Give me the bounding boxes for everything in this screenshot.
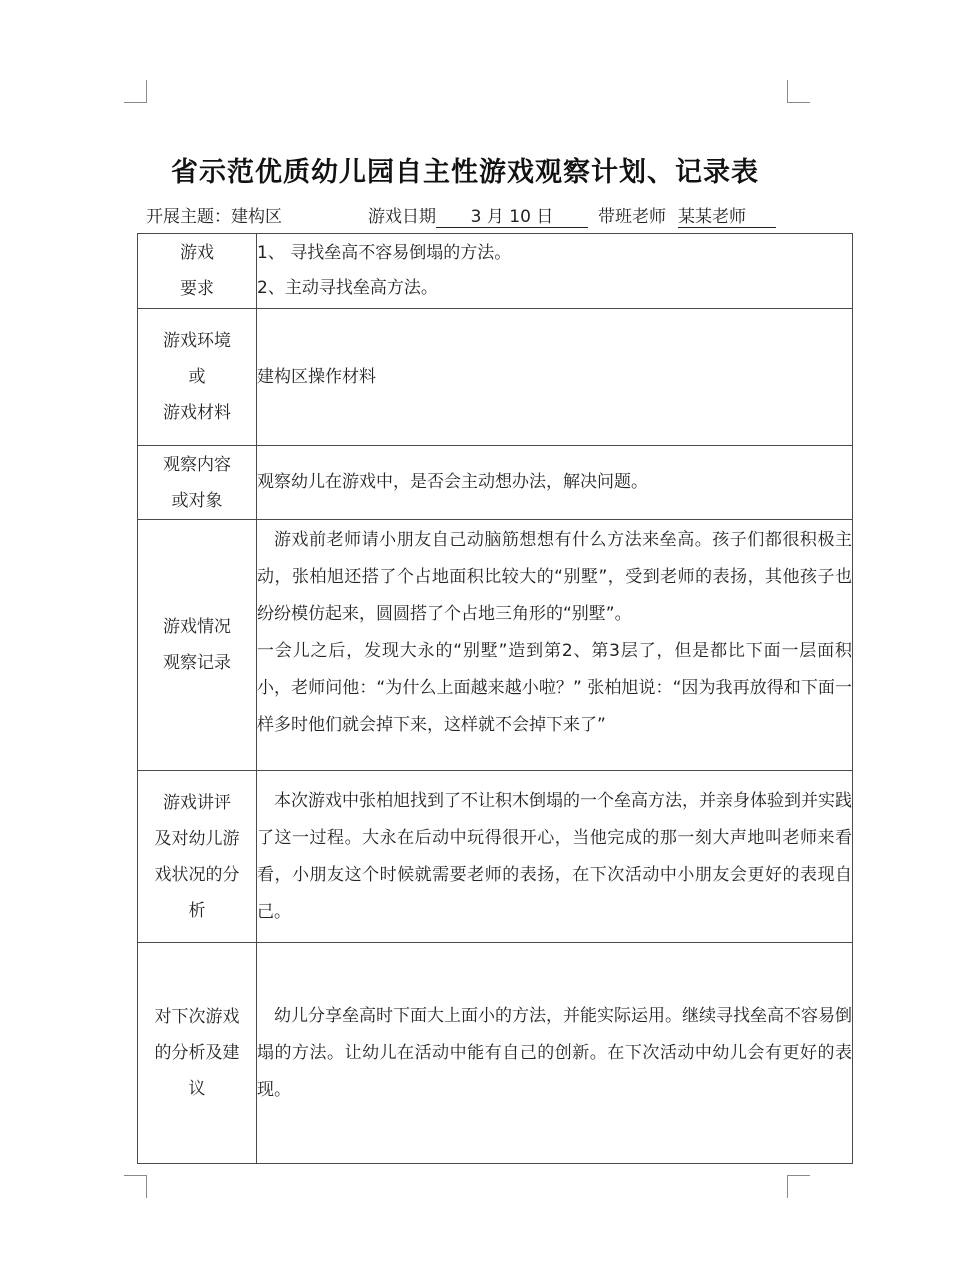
row-suggestion (138, 943, 853, 1164)
theme-field: 开展主题：建构区 (146, 207, 282, 227)
row-environment (138, 309, 853, 446)
observation-paragraph: 游戏前老师请小朋友自己动脑筋想想有什么方法来垒高。孩子们都很积极主动，张柏旭还搭了个占地面积比较大的“别墅”，受到老师的表扬，其他孩子也纷纷模仿起来，圆圆搭了个占地三角形的“别墅”。 (257, 530, 852, 624)
observation-paragraph: 一会儿之后，发现大永的“别墅”造到第2、第3层了，但是都比下面一层面积小，老师问他：“为什么上面越来越小啦？” 张柏旭说：“因为我再放得和下面一样多时他们就会掉下来，这样就不会掉下来了” (257, 641, 852, 735)
date-label: 游戏日期 (368, 207, 436, 227)
crop-mark-top-right (787, 80, 810, 103)
page-title: 省示范优质幼儿园自主性游戏观察计划、记录表 (171, 157, 759, 188)
date-value: 3 月 10 日 (436, 207, 588, 228)
target-text: 观察幼儿在游戏中，是否会主动想办法，解决问题。 (257, 472, 648, 492)
label-suggestion (138, 943, 257, 1164)
requirement-item: 2、主动寻找垒高方法。 (257, 278, 438, 298)
label-line: 议 (188, 1079, 206, 1099)
label-line: 要求 (180, 279, 214, 299)
label-observation (138, 520, 257, 771)
teacher-value: 某某老师 (678, 207, 776, 228)
label-target (138, 446, 257, 520)
teacher-label: 带班老师 (598, 207, 666, 227)
label-line: 及对幼儿游 (154, 828, 240, 849)
crop-mark-bottom-right (787, 1175, 810, 1198)
label-line: 观察内容 (163, 454, 231, 475)
analysis-text: 本次游戏中张柏旭找到了不让积木倒塌的一个垒高方法，并亲身体验到并实践了这一过程。大永在后动中玩得很开心，当他完成的那一刻大声地叫老师来看看，小朋友这个时候就需要老师的表扬，在下次活动中小朋友会更好的表现自己。 (257, 790, 852, 922)
row-analysis (138, 771, 853, 943)
label-line: 戏状况的分 (154, 864, 240, 885)
content-requirements (257, 234, 853, 309)
label-line: 或对象 (171, 490, 223, 511)
label-line: 游戏材料 (163, 403, 231, 423)
label-line: 游戏环境 (163, 331, 231, 351)
content-target (257, 446, 853, 520)
label-line: 观察记录 (163, 653, 231, 673)
content-suggestion (257, 943, 853, 1164)
date-field (368, 202, 588, 228)
content-environment (257, 309, 853, 446)
crop-mark-bottom-left (124, 1175, 147, 1198)
label-line: 游戏 (180, 243, 214, 263)
crop-mark-top-left (124, 80, 147, 103)
label-line: 游戏讲评 (163, 792, 231, 813)
row-requirements (138, 234, 853, 309)
label-line: 或 (188, 367, 206, 387)
label-analysis (138, 771, 257, 943)
label-line: 游戏情况 (163, 617, 231, 637)
label-line: 对下次游戏 (154, 1007, 240, 1027)
environment-text: 建构区操作材料 (257, 366, 376, 387)
requirement-item: 1、 寻找垒高不容易倒塌的方法。 (257, 243, 512, 263)
row-target (138, 446, 853, 520)
label-environment (138, 309, 257, 446)
row-observation (138, 520, 853, 771)
label-line: 的分析及建 (154, 1043, 240, 1063)
suggestion-text: 幼儿分享垒高时下面大上面小的方法，并能实际运用。继续寻找垒高不容易倒塌的方法。让幼儿在活动中能有自己的创新。在下次活动中幼儿会有更好的表现。 (257, 1005, 852, 1100)
content-analysis (257, 771, 853, 943)
label-requirements (138, 234, 257, 309)
label-line: 析 (188, 900, 206, 921)
content-observation (257, 520, 853, 771)
record-table (137, 233, 853, 1164)
teacher-field (598, 202, 776, 228)
